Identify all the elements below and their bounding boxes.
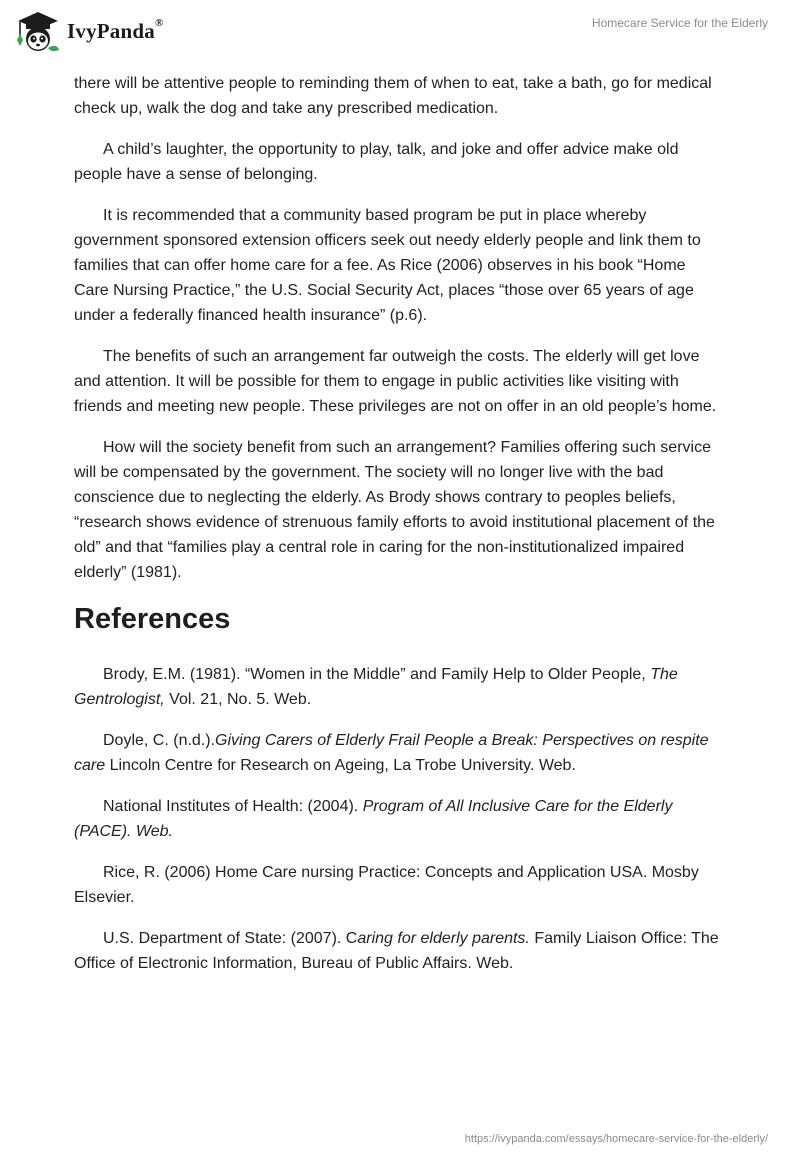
body-paragraph: A child’s laughter, the opportunity to play, talk, and joke and offer advice make old people have a sense of belonging. [74,141,679,183]
registered-mark: ® [154,16,164,29]
reference-entry: Brody, E.M. (1981). “Women in the Middle” and Family Help to Older People, The Gentrologist, Vol. 21, No. 5. Web. [74,666,678,708]
body-paragraph: The benefits of such an arrangement far outweigh the costs. The elderly will get love and attention. It will be possible for them to engage in public activities like visiting with friends and meeting new people. These privileges are not on offer in an old people’s home. [74,348,717,415]
references-heading: References [74,603,231,635]
graduation-cap-panda-icon [14,8,62,54]
body-paragraph: there will be attentive people to reminding them of when to eat, take a bath, go for medical check up, walk the dog and take any prescribed medication. [74,75,712,117]
document-title: Homecare Service for the Elderly [591,16,768,30]
ivypanda-logo[interactable] [14,8,163,54]
body-paragraph: It is recommended that a community based program be put in place whereby government sponsored extension officers seek out needy elderly people and link them to families that can offer home care for a fee. As Rice (2006) observes in his book “Home Care Nursing Practice,” the U.S. Social Security Act, places “those over 65 years of age under a federally financed health insurance” (p.6). [74,207,701,324]
reference-entry: U.S. Department of State: (2007). Caring for elderly parents. Family Liaison Office: The Office of Electronic Information, Bureau of Public Affairs. Web. [74,930,719,972]
reference-entry: National Institutes of Health: (2004). Program of All Inclusive Care for the Elderly (PACE). Web. [74,798,673,840]
reference-entry: Doyle, C. (n.d.).Giving Carers of Elderly Frail People a Break: Perspectives on respite care Lincoln Centre for Research on Ageing, La Trobe University. Web. [74,732,709,774]
page-header [0,0,800,64]
brand-name: IvyPanda® [67,16,164,43]
essay-body [74,71,724,992]
body-paragraph: How will the society benefit from such an arrangement? Families offering such service will be compensated by the government. The society will no longer live with the bad conscience due to neglecting the elderly. As Brody shows contrary to peoples beliefs, “research shows evidence of strenuous family efforts to avoid institutional placement of the old” and that “families play a central role in caring for the non-institutionalized impaired elderly” (1981). [74,439,715,581]
footer-url-link[interactable]: https://ivypanda.com/essays/homecare-service-for-the-elderly/ [464,1133,768,1145]
reference-entry: Rice, R. (2006) Home Care nursing Practice: Concepts and Application USA. Mosby Elsevier. [74,864,699,906]
